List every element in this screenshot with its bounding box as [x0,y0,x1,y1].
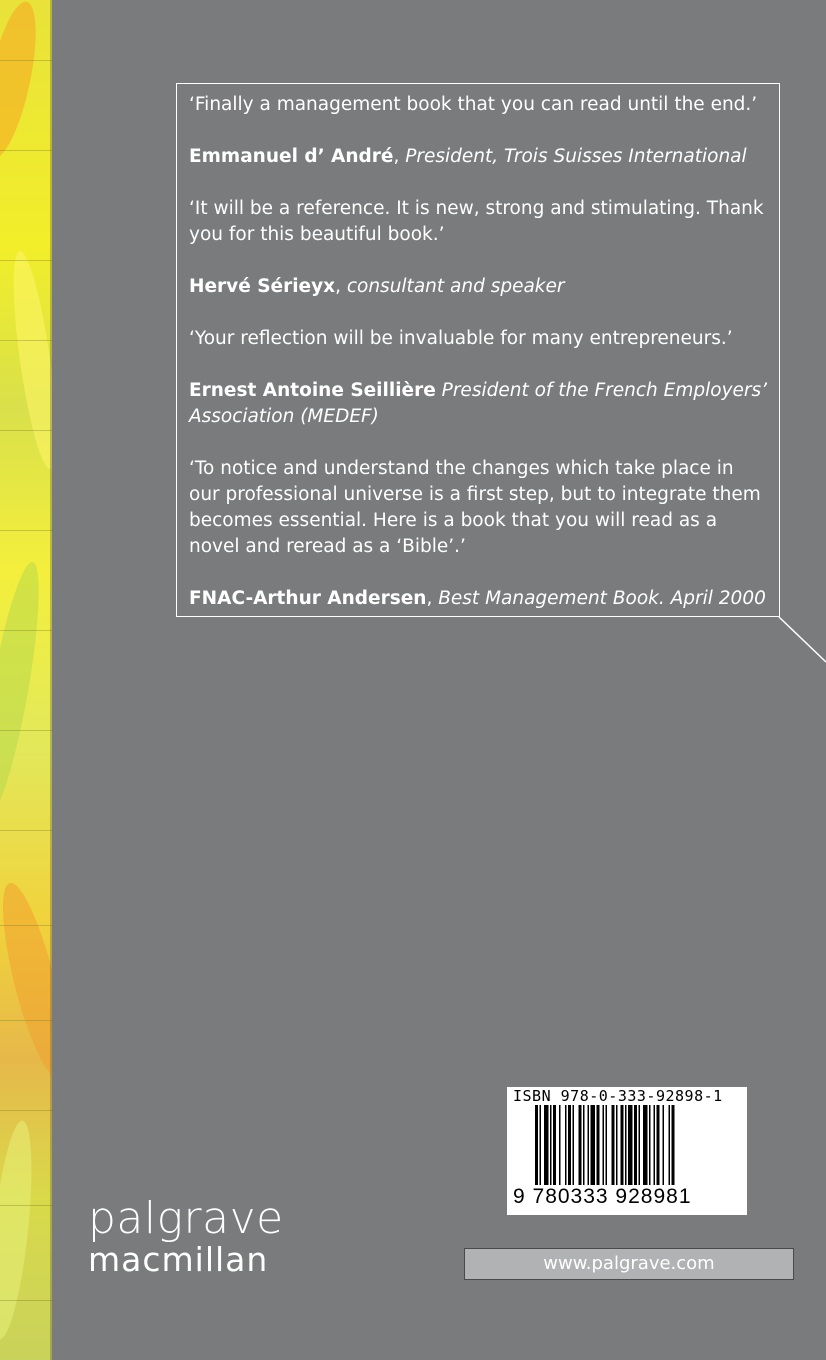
publisher-logo [88,1193,284,1279]
quote-4-role: Best Management Book. April 2000 [438,588,766,609]
endorsements-box [176,83,780,617]
quote-2-name: Hervé Sérieyx [189,276,336,297]
quote-2-role: consultant and speaker [346,276,565,297]
quote-1-text: ‘Finally a management book that you can read until the end.’ [189,94,758,115]
quote-4-text: ‘To notice and understand the changes which take place in our professional universe is a first step, but to integrate them becomes essential. Here is a book that you will read as a novel and reread as a ‘Bible’.’ [189,458,761,557]
publisher-url: www.palgrave.com [464,1248,794,1280]
isbn-label: ISBN 978-0-333-92898-1 [513,1087,723,1105]
quote-3-role: President of the French Employers’ Association (MEDEF) [189,380,768,427]
quote-3-name: Ernest Antoine Seillière [189,380,436,401]
quote-1-attribution: Emmanuel d’ André, President, Trois Suisses International [189,146,747,167]
quote-2-text: ‘It will be a reference. It is new, strong and stimulating. Thank you for this beautiful book.’ [189,198,764,245]
isbn-barcode-panel [507,1087,747,1215]
barcode-icon [535,1105,721,1185]
logo-line-2: macmillan [88,1240,269,1279]
quote-4-name: FNAC-Arthur Andersen [189,588,427,609]
quote-1-role: President, Trois Suisses International [405,146,747,167]
quote-4-attribution: FNAC-Arthur Andersen, Best Management Book. April 2000 [189,588,766,609]
quote-1-name: Emmanuel d’ André [189,146,394,167]
quote-2-attribution: Hervé Sérieyx, consultant and speaker [189,276,565,297]
quote-3-text: ‘Your reflection will be invaluable for many entrepreneurs.’ [189,328,733,349]
quote-3-attribution [189,378,769,430]
logo-line-1: palgrave [88,1193,284,1244]
isbn-digits: 9 780333 928981 [513,1185,692,1208]
